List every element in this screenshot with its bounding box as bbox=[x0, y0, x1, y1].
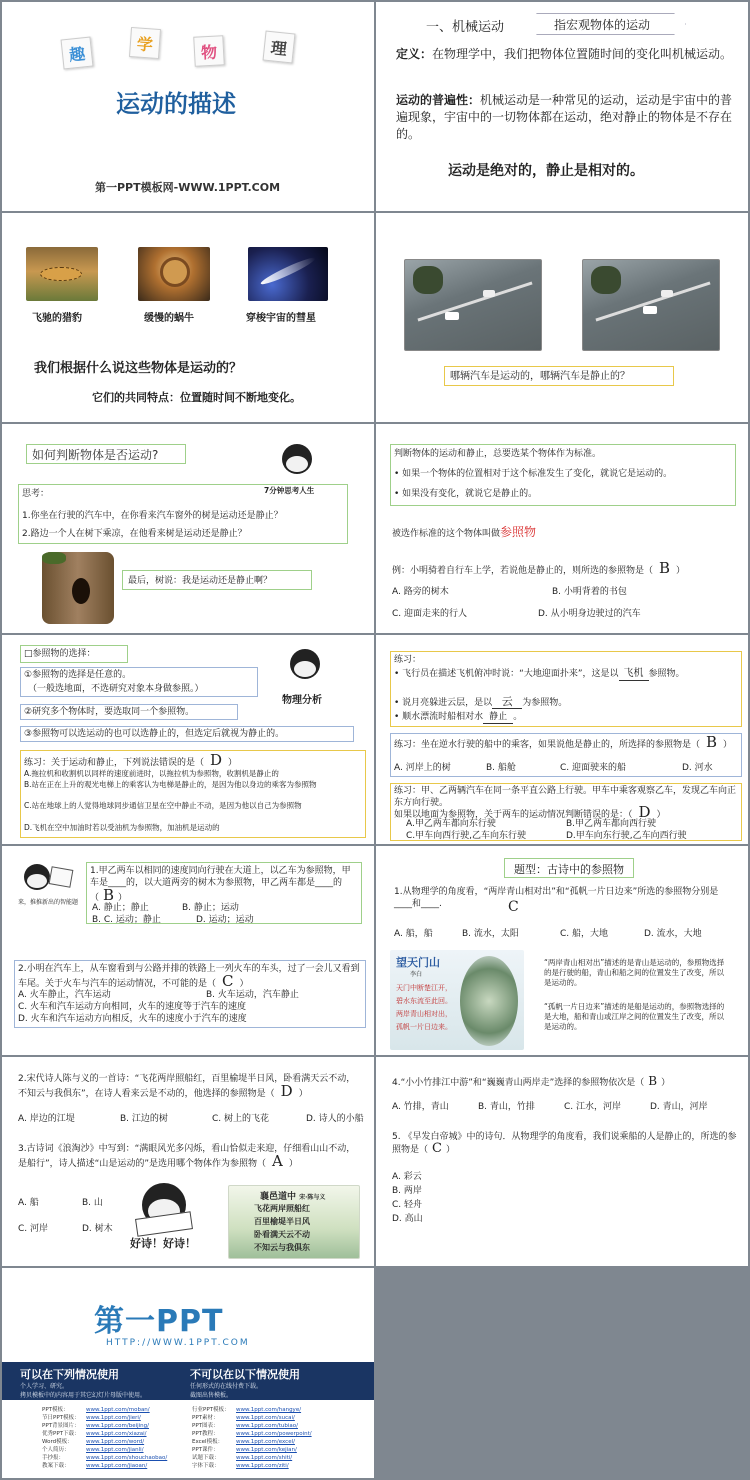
tile-xue: 学 bbox=[129, 27, 161, 59]
reference-definition bbox=[392, 526, 536, 540]
practice-2-question bbox=[394, 733, 738, 751]
link-label: PPT图表： bbox=[192, 1423, 219, 1429]
poem-line-3: 两岸青山相对出， bbox=[396, 1010, 452, 1018]
link-row bbox=[192, 1430, 362, 1438]
link-url[interactable]: www.1ppt.com/xiazai/ bbox=[86, 1431, 147, 1437]
poem-line-2: 百里榆堤半日风 bbox=[254, 1217, 310, 1226]
link-url[interactable]: www.1ppt.com/shiti/ bbox=[236, 1455, 293, 1461]
links-right bbox=[192, 1406, 362, 1470]
slide-copyright bbox=[2, 1268, 374, 1478]
link-label: 试题下载： bbox=[192, 1455, 220, 1461]
p2-text: 说月亮躲进云层，是以 bbox=[402, 698, 493, 708]
road-photo-1 bbox=[404, 259, 542, 351]
poem-line-3: 卧看满天云不动 bbox=[254, 1230, 310, 1239]
cheer-text: 好诗！好诗！ bbox=[130, 1237, 196, 1250]
q4-opt-b: B. 青山，竹排 bbox=[478, 1102, 535, 1112]
cannot-use-title: 不可以在以下情况使用 bbox=[190, 1368, 300, 1381]
link-label: Word模板： bbox=[42, 1439, 73, 1445]
slide-reference-object bbox=[376, 424, 748, 633]
cannot-use-1: 任何形式的在线付费下载。 bbox=[190, 1383, 263, 1390]
question-1 bbox=[90, 865, 358, 904]
link-label: 教案下载： bbox=[42, 1463, 70, 1469]
q2-text: 2.宋代诗人陈与义的一首诗：“飞花两岸照船红，百里榆堤半日风，卧看满天云不动，不知云与我俱东”，在诗人看来云是不动的，他选择的参照物是（ bbox=[18, 1074, 356, 1099]
poem-line-1: 天门中断楚江开， bbox=[396, 984, 452, 992]
empty-cell bbox=[376, 1268, 748, 1478]
slide-ancient-poems bbox=[376, 846, 748, 1055]
link-row bbox=[192, 1406, 362, 1414]
bullet-2: • 如果没有变化，就说它是静止的。 bbox=[394, 489, 538, 499]
link-row bbox=[192, 1446, 362, 1454]
link-label: PPT素材： bbox=[192, 1415, 219, 1421]
link-url[interactable]: www.1ppt.com/moban/ bbox=[86, 1407, 150, 1413]
can-use-title: 可以在下列情况使用 bbox=[20, 1368, 119, 1381]
example-answer: B bbox=[659, 559, 671, 577]
link-row bbox=[42, 1462, 192, 1470]
p3-answer: 静止 bbox=[483, 711, 513, 724]
q2-opt-a: A. 岸边的江堤 bbox=[18, 1114, 75, 1124]
q5-opt-d: D. 高山 bbox=[392, 1214, 423, 1224]
q2-opt-b: B. 江边的树 bbox=[120, 1114, 168, 1124]
q5-text: 5. 《早发白帝城》中的诗句．从物理学的角度看，我们说乘船的人是静止的，所选的参照物是（ bbox=[392, 1132, 737, 1155]
p1-answer: 飞机 bbox=[619, 668, 649, 681]
q3-answer: A bbox=[272, 1152, 283, 1170]
practice-item-3: • 顺水漂流时船相对水 静止 。 bbox=[394, 712, 523, 722]
link-url[interactable]: www.1ppt.com/ziti/ bbox=[236, 1463, 289, 1469]
exercise-end: ） bbox=[228, 758, 238, 768]
slide-mechanical-motion bbox=[376, 2, 748, 211]
p1-text: 飞行员在描述飞机俯冲时说：“大地迎面扑来”，这是以 bbox=[402, 669, 619, 679]
q5-opt-a: A. 彩云 bbox=[392, 1172, 422, 1182]
link-url[interactable]: www.1ppt.com/jieri/ bbox=[86, 1415, 141, 1421]
question-1: 1.你坐在行驶的汽车中，在你看来汽车窗外的树是运动还是静止？ bbox=[22, 511, 283, 521]
think-label: 思考： bbox=[22, 489, 50, 499]
slide-heading: 如何判断物体是否运动? bbox=[32, 448, 159, 462]
meme-face-icon bbox=[290, 649, 320, 679]
meme-face-icon bbox=[282, 444, 312, 474]
q3-opt-b: B. 山 bbox=[82, 1198, 103, 1208]
tile-li: 理 bbox=[263, 31, 296, 64]
slide-judge-motion bbox=[2, 424, 374, 633]
q2-opt-c: C. 迎面驶来的船 bbox=[560, 763, 627, 773]
bullet-1-text: 如果一个物体的位置相对于这个标准发生了变化，就说它是运动的。 bbox=[402, 469, 673, 479]
link-row bbox=[42, 1422, 192, 1430]
q2-opt-c: C. 火车和汽车运动方向相同，火车的速度等于汽车的速度 bbox=[18, 1002, 247, 1012]
link-label: 手抄报： bbox=[42, 1455, 65, 1461]
link-url[interactable]: www.1ppt.com/beijing/ bbox=[86, 1423, 150, 1429]
p2-end: 为参照物。 bbox=[522, 698, 568, 708]
tree-says: 最后，树说：我是运动还是静止啊？ bbox=[128, 576, 273, 586]
exercise-opt-c: C.站在地球上的人觉得地球同步通信卫星在空中静止不动，是因为他以自己为参照物 bbox=[24, 801, 302, 810]
slide-heading: □参照物的选择： bbox=[24, 649, 96, 659]
links-left bbox=[42, 1406, 192, 1470]
q4-opt-a: A. 竹排，青山 bbox=[392, 1102, 449, 1112]
q5-answer: C bbox=[432, 1141, 442, 1156]
q4-text: 4.“小小竹排江中游”和“巍巍青山两岸走”选择的参照物依次是（ bbox=[392, 1078, 645, 1088]
exercise-opt-d: D.飞机在空中加油时若以受油机为参照物，加油机是运动的 bbox=[24, 823, 220, 832]
tile-qu: 趣 bbox=[61, 37, 94, 70]
can-use-2: 拷贝模板中的内容用于其它幻灯片母版中使用。 bbox=[20, 1392, 147, 1399]
q2-opt-b: B. 船舱 bbox=[486, 763, 516, 773]
caption-cheetah: 飞驰的猎豹 bbox=[32, 313, 82, 324]
ref-word: 参照物 bbox=[500, 525, 537, 539]
p2-answer: 云 bbox=[492, 696, 522, 709]
can-use-1: 个人学习、研究。 bbox=[20, 1383, 69, 1390]
comet-image bbox=[248, 247, 328, 301]
q2-end: ） bbox=[723, 740, 733, 750]
link-row bbox=[192, 1462, 362, 1470]
tag-text: 指宏观物体的运动 bbox=[554, 18, 651, 32]
definition bbox=[396, 46, 736, 63]
slide-title bbox=[2, 2, 374, 211]
caption-snail: 缓慢的蜗牛 bbox=[144, 313, 194, 324]
q1-answer: B bbox=[103, 886, 115, 904]
section-heading: 一、机械运动 bbox=[426, 20, 505, 35]
question-5 bbox=[392, 1131, 738, 1156]
q3-opt-a: A. 船 bbox=[18, 1198, 39, 1208]
intro: 判断物体的运动和静止，总要选某个物体作为标准。 bbox=[394, 449, 602, 459]
q3-opt-d: D. 树木 bbox=[82, 1224, 113, 1234]
rule-1b: （一般选地面，不选研究对象本身做参照。） bbox=[28, 684, 204, 694]
poem-line-4: 孤帆一片日边来。 bbox=[396, 1023, 452, 1031]
q1-opt-d: D. 流水，大地 bbox=[644, 929, 702, 939]
slide-exercises-3 bbox=[376, 1057, 748, 1266]
road-photo-2 bbox=[582, 259, 720, 351]
practice-item-2: • 说月亮躲进云层，是以 云 为参照物。 bbox=[394, 695, 568, 708]
q4-answer: B bbox=[648, 1074, 658, 1088]
link-row bbox=[42, 1406, 192, 1414]
rule-1a: ①参照物的选择是任意的。 bbox=[24, 670, 132, 680]
question: 我们根据什么说这些物体是运动的？ bbox=[34, 361, 243, 376]
link-label: 字体下载： bbox=[192, 1463, 220, 1469]
q2-answer: C bbox=[222, 972, 234, 990]
link-row bbox=[42, 1430, 192, 1438]
link-label: PPT课件： bbox=[192, 1447, 219, 1453]
snail-image bbox=[138, 247, 210, 301]
brand-label: 7分钟思考人生 bbox=[264, 486, 315, 495]
explanation-1: “两岸青山相对出”描述的是青山是运动的，参照物选择的是行驶的船，青山和船之间的位置发生了改变，所以是运动的。 bbox=[544, 958, 725, 987]
brand-logo: 第一PPT bbox=[94, 1304, 224, 1339]
slide-practice bbox=[376, 635, 748, 844]
univ-text: 机械运动是一种常见的运动，运动是宇宙中的普遍现象，宇宙中的一切物体都在运动，绝对静止的物体是不存在的。 bbox=[396, 93, 733, 141]
link-url[interactable]: www.1ppt.com/sucai/ bbox=[236, 1415, 295, 1421]
link-url[interactable]: www.1ppt.com/kejian/ bbox=[236, 1447, 297, 1453]
q3b-text: 如果以地面为参照物，关于两车的运动情况判断错误的是：（ bbox=[394, 810, 633, 820]
option-a: A. 路旁的树木 bbox=[392, 587, 449, 597]
tree-face-image bbox=[42, 552, 114, 624]
link-url[interactable]: www.1ppt.com/jiaoan/ bbox=[86, 1463, 148, 1469]
q3-opt-d: D.甲车向东行驶,乙车向西行驶 bbox=[566, 831, 687, 841]
q4-end: ） bbox=[661, 1078, 671, 1088]
poem-title-text: 襄邑道中 bbox=[260, 1192, 297, 1202]
bullet-2-text: 如果没有变化，就说它是静止的。 bbox=[402, 489, 538, 499]
conclusion: 运动是绝对的，静止是相对的。 bbox=[448, 163, 644, 179]
q5-end: ） bbox=[445, 1145, 455, 1155]
link-row bbox=[42, 1446, 192, 1454]
q2-opt-d: D. 河水 bbox=[682, 763, 713, 773]
q1-opt-c: C. 船，大地 bbox=[560, 929, 609, 939]
slide-cars bbox=[376, 213, 748, 422]
q3-opt-b: B.甲乙两车都向西行驶 bbox=[566, 819, 657, 829]
exercise-text: 练习：关于运动和静止，下列说法错误的是（ bbox=[24, 758, 205, 768]
explanation-2: “孤帆一片日边来”描述的是船是运动的，参照物选择的是大地，船和青山或江岸之间的位置发生了改变，所以是运动的。 bbox=[544, 1002, 725, 1031]
q3-text: 3.古诗词《浪淘沙》中写到：“满眼风光多闪烁，看山恰似走来迎，仔细看山山不动，是船行”，诗人描述“山是运动的”是选用哪个物体作为参照物（ bbox=[18, 1144, 356, 1169]
common-feature: 它们的共同特点：位置随时间不断地变化。 bbox=[92, 391, 301, 404]
slide-exercises-2 bbox=[2, 1057, 374, 1266]
paper-sign-icon bbox=[49, 866, 74, 888]
bullet-1: • 如果一个物体的位置相对于这个标准发生了变化，就说它是运动的。 bbox=[394, 469, 673, 479]
q2-opt-d: D. 诗人的小船 bbox=[306, 1114, 364, 1124]
exercise-opt-b: B.站在正在上升的观光电梯上的乘客认为电梯是静止的，是因为他以身边的乘客为参照物 bbox=[24, 780, 317, 789]
link-label: PPT背景图片： bbox=[42, 1423, 80, 1429]
q1-opt-a: A. 船，船 bbox=[394, 929, 433, 939]
page-title: 运动的描述 bbox=[116, 90, 236, 118]
q3-answer: D bbox=[638, 803, 651, 821]
universality bbox=[396, 92, 736, 143]
link-label: Excel模板： bbox=[192, 1439, 224, 1445]
q5-opt-b: B. 两岸 bbox=[392, 1186, 422, 1196]
question-2 bbox=[18, 1073, 358, 1100]
option-d: D. 从小明身边驶过的汽车 bbox=[538, 609, 641, 619]
link-url[interactable]: www.1ppt.com/hangye/ bbox=[236, 1407, 302, 1413]
q3-end: ） bbox=[288, 1159, 298, 1169]
brand-label: 物理分析 bbox=[282, 695, 322, 706]
question-3 bbox=[18, 1143, 358, 1170]
q2-answer: B bbox=[706, 733, 718, 751]
q2-opt-b: B. 火车运动，汽车静止 bbox=[206, 990, 299, 1000]
exercise-question bbox=[24, 751, 238, 769]
question: 哪辆汽车是运动的，哪辆汽车是静止的？ bbox=[450, 371, 630, 382]
q1-answer: C bbox=[508, 899, 519, 915]
q3-opt-c: C. 河岸 bbox=[18, 1224, 49, 1234]
q5-opt-c: C. 轻舟 bbox=[392, 1200, 423, 1210]
practice-3-question: 练习：甲、乙两辆汽车在同一条平直公路上行驶。甲车中乘客观察乙车，发现乙车向正东方向行驶。 bbox=[394, 786, 737, 808]
poem-title: 望天门山 bbox=[396, 956, 440, 969]
def-text: 在物理学中，我们把物体位置随时间的变化叫机械运动。 bbox=[432, 47, 733, 61]
p1-end: 参照物。 bbox=[648, 669, 685, 679]
q2-opt-c: C. 树上的飞花 bbox=[212, 1114, 270, 1124]
link-url[interactable]: www.1ppt.com/shouchaobao/ bbox=[86, 1455, 168, 1461]
q4-opt-c: C. 江水，河岸 bbox=[564, 1102, 622, 1112]
link-label: PPT教程： bbox=[192, 1431, 219, 1437]
link-url[interactable]: www.1ppt.com/excel/ bbox=[236, 1439, 295, 1445]
question-2 bbox=[18, 963, 362, 990]
tile-wu: 物 bbox=[193, 35, 225, 67]
meme-face-icon bbox=[24, 864, 50, 890]
link-row bbox=[192, 1422, 362, 1430]
link-url[interactable]: www.1ppt.com/jianli/ bbox=[86, 1447, 144, 1453]
poem-line-1: 飞花两岸照船红 bbox=[254, 1204, 310, 1213]
ref-prefix: 被选作标准的这个物体叫做 bbox=[392, 529, 501, 539]
link-label: 节日PPT模板： bbox=[42, 1415, 80, 1421]
q1-end: ） bbox=[118, 893, 128, 903]
site-footer: 第一PPT模板网-WWW.1PPT.COM bbox=[95, 181, 281, 194]
cheetah-image bbox=[26, 247, 98, 301]
link-row bbox=[42, 1454, 192, 1462]
q1-opt-a: A. 静止；静止 bbox=[92, 903, 149, 913]
question-1: 1.从物理学的角度看，“两岸青山相对出”和“孤帆一片日边来”所选的参照物分别是____和____. bbox=[394, 887, 719, 909]
p3-text: 顺水漂流时船相对水 bbox=[402, 712, 484, 722]
univ-label: 运动的普遍性： bbox=[396, 93, 481, 107]
q2-opt-a: A. 火车静止，汽车运动 bbox=[18, 990, 111, 1000]
q2-end: ） bbox=[298, 1089, 308, 1099]
q3-end: ） bbox=[656, 810, 666, 820]
poem-title bbox=[260, 1189, 325, 1203]
poem-line-4: 不知云与我俱东 bbox=[254, 1243, 310, 1252]
q2-text: 2.小明在汽车上，从车窗看到与公路并排的铁路上一列火车的车头，过了一会儿又看到车尾。关于火车与汽车的运动情况，不可能的是（ bbox=[18, 964, 360, 989]
q2-end: ） bbox=[239, 979, 249, 989]
link-row bbox=[42, 1438, 192, 1446]
brand-label: 来，推推新出的智能题 bbox=[18, 899, 79, 906]
q3-opt-c: C.甲车向西行驶,乙车向东行驶 bbox=[406, 831, 527, 841]
q2-answer: D bbox=[280, 1082, 293, 1100]
q1-opt-c: B. C. 运动；静止 bbox=[92, 915, 161, 925]
link-url[interactable]: www.1ppt.com/word/ bbox=[86, 1439, 145, 1445]
mountain-painting bbox=[460, 956, 518, 1046]
p3-end: 。 bbox=[513, 712, 523, 722]
link-label: PPT模板： bbox=[42, 1407, 69, 1413]
slide-heading: 题型：古诗中的参照物 bbox=[514, 863, 624, 876]
link-url[interactable]: www.1ppt.com/powerpoint/ bbox=[236, 1431, 312, 1437]
option-b: B. 小明背着的书包 bbox=[552, 587, 627, 597]
link-label: 个人简历： bbox=[42, 1447, 70, 1453]
question-4 bbox=[392, 1075, 738, 1089]
q1-opt-d: D. 运动；运动 bbox=[196, 915, 254, 925]
exercise-answer: D bbox=[210, 751, 223, 769]
q1-opt-b: B. 流水，太阳 bbox=[462, 929, 519, 939]
q1-opt-b: B. 静止；运动 bbox=[182, 903, 239, 913]
def-label: 定义： bbox=[396, 47, 433, 61]
example-text: 例：小明骑着自行车上学，若说他是静止的，则所选的参照物是（ bbox=[392, 566, 654, 576]
example-end: ） bbox=[676, 566, 686, 576]
exercise-opt-a: A.拖拉机和收割机以同样的速度前进时，以拖拉机为参照物，收割机是静止的 bbox=[24, 769, 279, 778]
practice-label: 练习： bbox=[394, 655, 422, 665]
link-row bbox=[192, 1454, 362, 1462]
caption-comet: 穿梭宇宙的彗星 bbox=[246, 313, 316, 324]
link-label: 行业PPT模板： bbox=[192, 1407, 230, 1413]
q2-text: 练习：坐在逆水行驶的船中的乘客，如果说他是静止的，所选择的参照物是（ bbox=[394, 740, 701, 750]
poem-line-2: 碧水东流至此回。 bbox=[396, 997, 452, 1005]
q3-opt-a: A.甲乙两车都向东行驶 bbox=[406, 819, 496, 829]
option-c: C. 迎面走来的行人 bbox=[392, 609, 468, 619]
q1-text: 1.甲乙两车以相同的速度同向行驶在大道上，以乙车为参照物，甲车是____的，以大道两旁的树木为参照物，甲乙两车都是____的（ bbox=[90, 866, 351, 903]
link-row bbox=[192, 1438, 362, 1446]
poem-author: 宋·陈与义 bbox=[299, 1194, 326, 1201]
q4-opt-d: D. 青山，河岸 bbox=[650, 1102, 708, 1112]
cannot-use-2: 截图出售模板。 bbox=[190, 1392, 233, 1399]
practice-item-1: • 飞行员在描述飞机俯冲时说：“大地迎面扑来”，这是以 飞机 参照物。 bbox=[394, 668, 685, 679]
example-question bbox=[392, 559, 686, 577]
slide-moving-objects bbox=[2, 213, 374, 422]
link-label: 优秀PPT下载： bbox=[42, 1431, 80, 1437]
slide-choose-reference bbox=[2, 635, 374, 844]
q2-opt-a: A. 河岸上的树 bbox=[394, 763, 451, 773]
question-2: 2.路边一个人在树下乘凉，在他看来树是运动还是静止？ bbox=[22, 529, 247, 539]
q2-opt-d: D. 火车和汽车运动方向相反，火车的速度小于汽车的速度 bbox=[18, 1014, 247, 1024]
link-row bbox=[192, 1414, 362, 1422]
link-row bbox=[42, 1414, 192, 1422]
brand-url: HTTP://WWW.1PPT.COM bbox=[106, 1338, 250, 1348]
rule-3: ③参照物可以选运动的也可以选静止的，但选定后就视为静止的。 bbox=[24, 729, 285, 739]
poem-author: 李白 bbox=[410, 971, 423, 978]
slide-exercises-1 bbox=[2, 846, 374, 1055]
link-url[interactable]: www.1ppt.com/tubiao/ bbox=[236, 1423, 298, 1429]
rule-2: ②研究多个物体时，要选取同一个参照物。 bbox=[24, 707, 195, 717]
